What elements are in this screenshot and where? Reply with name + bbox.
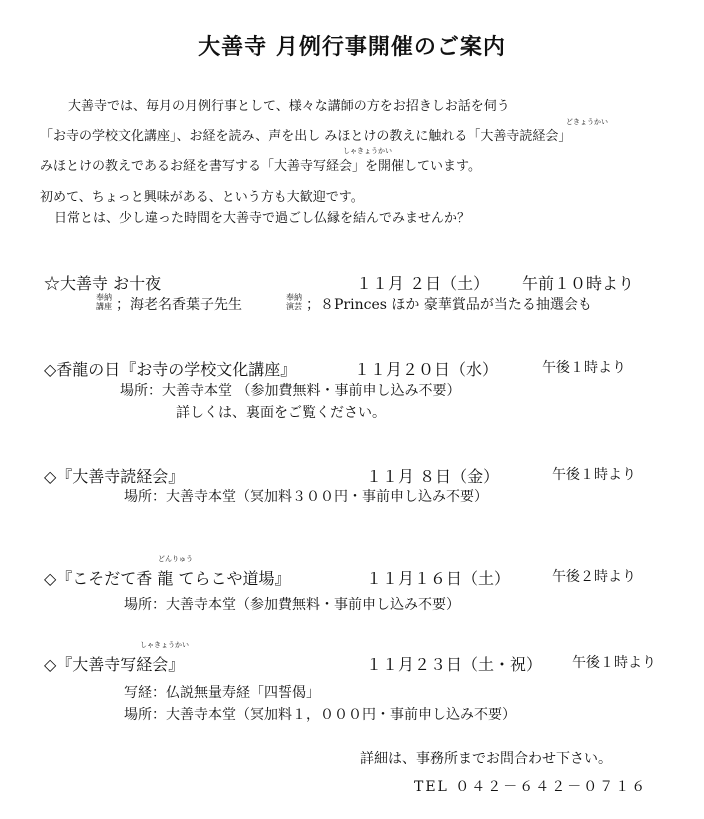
event-kosodate-date: １１月１６日（土） [366, 569, 511, 588]
page-title: 大善寺 月例行事開催のご案内 [198, 34, 506, 60]
event-koryu-name: ◇香龍の日『お寺の学校文化講座』 [44, 360, 297, 379]
footer-tel: TEL ０４２－６４２－０７１６ [414, 779, 648, 795]
intro-line-4: 初めて、ちょっと興味がある、という方も大歓迎です。 [40, 190, 364, 205]
label-engei: 演芸 [286, 302, 302, 311]
label-koza: 講座 [96, 302, 112, 311]
event-kosodate-time: 午後２時より [552, 569, 636, 585]
event-koryu-time: 午後１時より [542, 360, 626, 376]
intro-line-3: みほとけの教えであるお経を書写する「大善寺写経会」を開催しています。 [40, 159, 481, 174]
event-kosodate-place: 場所：大善寺本堂（参加費無料・事前申し込み不要） [124, 597, 460, 613]
event-jusanya-time: 午前１０時より [522, 274, 635, 293]
label-hono-koza [96, 293, 112, 311]
event-shakyo-name: ◇『大善寺写経会』 [44, 655, 185, 674]
ruby-donryu: どんりゅう [158, 555, 193, 563]
event-shakyo-place: 場所：大善寺本堂（冥加料１，０００円・事前申し込み不要） [124, 707, 516, 723]
ruby-shakyo: しゃきょうかい [343, 147, 392, 155]
event-jusanya-speaker: ；海老名香葉子先生 [116, 297, 242, 313]
ruby-shakyokai: しゃきょうかい [140, 641, 189, 649]
label-hono-2: 奉納 [286, 293, 302, 302]
event-dokyo-date: １１月 ８日（金） [366, 467, 500, 486]
event-dokyo-place: 場所：大善寺本堂（冥加料３００円・事前申し込み不要） [124, 489, 488, 505]
event-jusanya-name: ☆大善寺 お十夜 [44, 274, 162, 293]
event-koryu-detail: 詳しくは、裏面をご覧ください。 [176, 405, 386, 421]
event-shakyo-time: 午後１時より [572, 655, 656, 671]
event-dokyo-time: 午後１時より [552, 467, 636, 483]
ruby-dokyo: どきょうかい [566, 118, 608, 126]
event-jusanya-date: １１月 ２日（土） [356, 274, 490, 293]
footer-contact: 詳細は、事務所までお問合わせ下さい。 [360, 751, 612, 767]
label-hono: 奉納 [96, 293, 112, 302]
intro-line-1: 大善寺では、毎月の月例行事として、様々な講師の方をお招きしお話を伺う [68, 99, 510, 114]
event-dokyo-name: ◇『大善寺読経会』 [44, 467, 185, 486]
event-jusanya-performer: ；８Princes ほか 豪華賞品が当たる抽選会も [306, 297, 592, 313]
event-shakyo-date: １１月２３日（土・祝） [366, 655, 543, 674]
label-hono-engei [286, 293, 302, 311]
event-koryu-place: 場所：大善寺本堂 （参加費無料・事前申し込み不要） [120, 383, 461, 399]
event-kosodate-name: ◇『こそだて香 龍 てらこや道場』 [44, 569, 291, 588]
event-koryu-date: １１月２０日（水） [354, 360, 499, 379]
intro-line-5: 日常とは、少し違った時間を大善寺で過ごし仏縁を結んでみませんか？ [54, 211, 471, 226]
event-shakyo-sutra: 写経：仏説無量寿経「四誓偈」 [124, 685, 320, 701]
intro-line-2: 「お寺の学校文化講座」、お経を読み、声を出し みほとけの教えに触れる「大善寺読経会」 [40, 129, 572, 144]
